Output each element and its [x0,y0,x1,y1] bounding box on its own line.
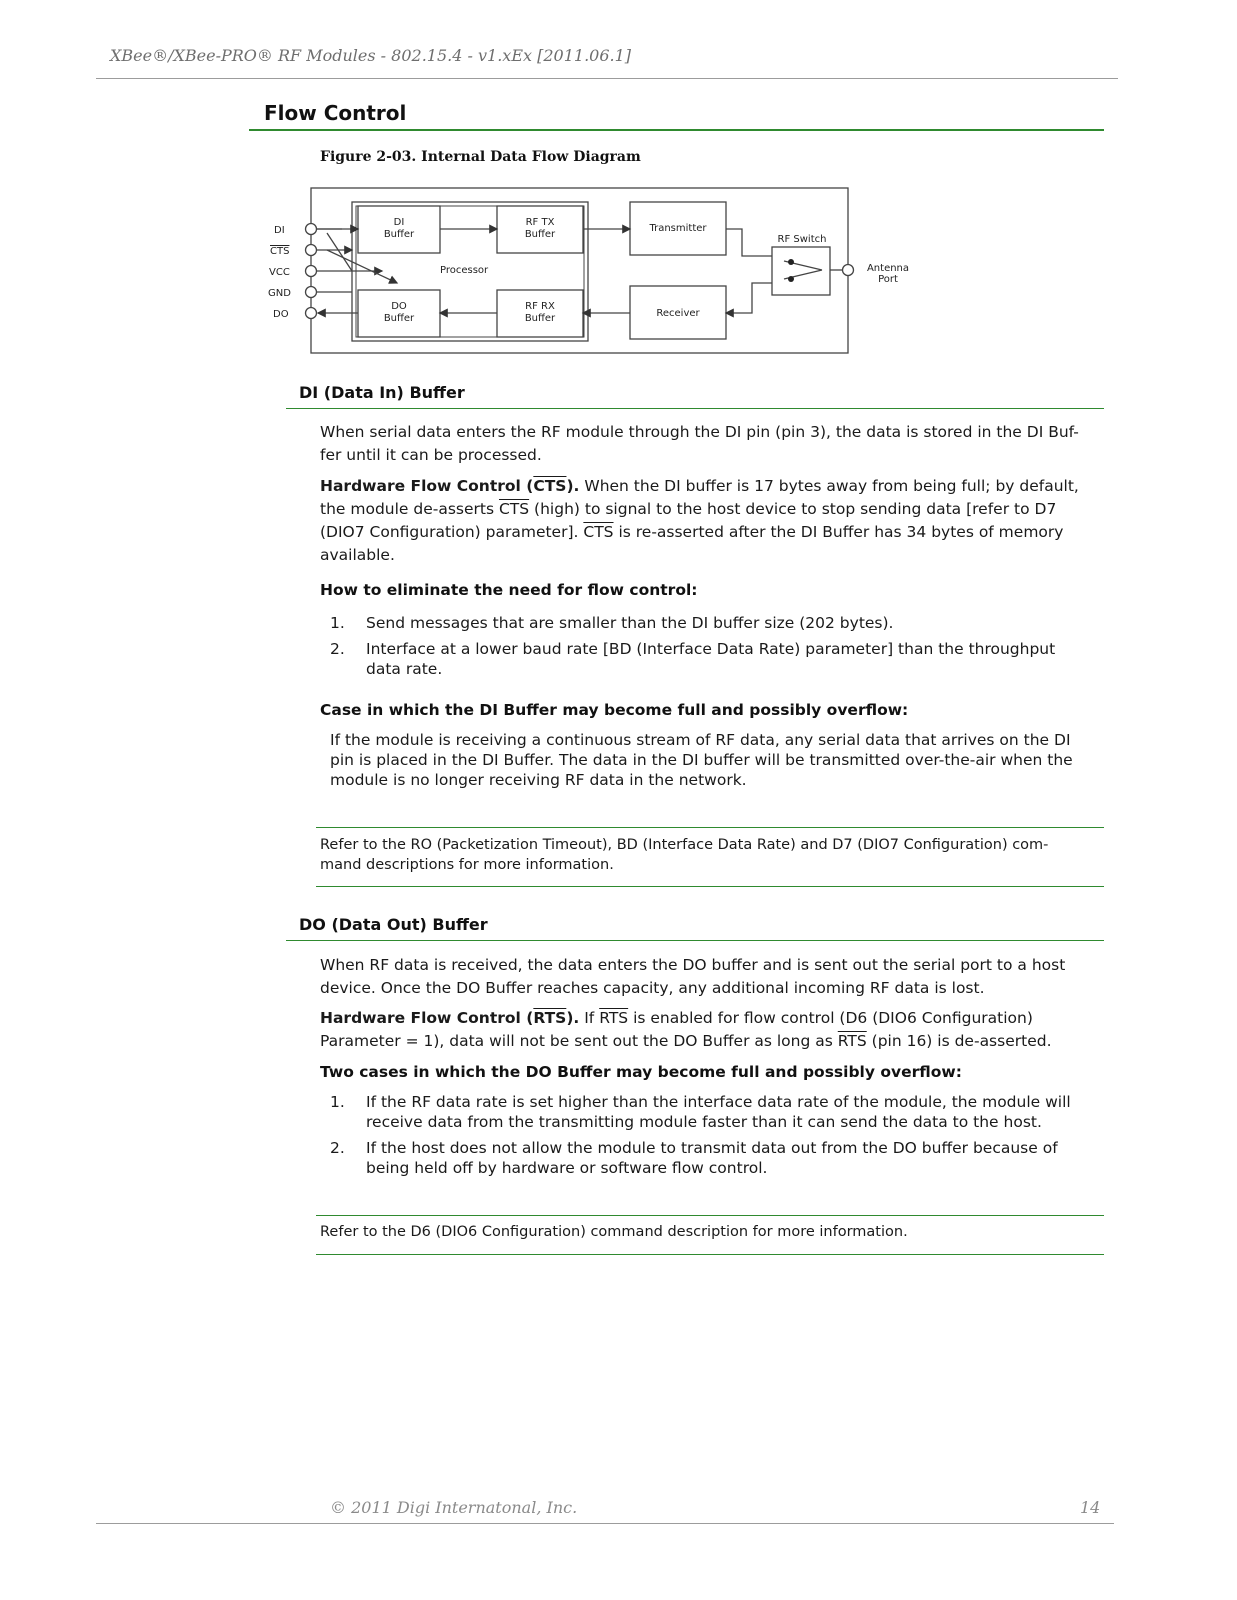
page-number: 14 [1080,1498,1101,1517]
pin-label-do: DO [273,309,289,320]
pin-gnd-circle [306,287,317,298]
di-hfc-line-1: When the DI buffer is 17 bytes away from being full; by default, [579,477,1079,495]
running-header: XBee®/XBee-PRO® RF Modules - 802.15.4 - v1.xEx [2011.06.1] [110,46,632,65]
antenna-label-1: Antenna [866,263,910,274]
list-item [330,639,1100,681]
do-intro-line-1: When RF data is received, the data enters the DO buffer and is sent out the serial port to a host [320,956,1066,974]
pin-di-circle [306,224,317,235]
di-case-line-2: pin is placed in the DI Buffer. The data in the DI buffer will be transmitted over-the-air when the [330,751,1073,769]
list-item [330,1092,1100,1134]
do-hfc-paragraph [320,1007,1120,1053]
di-buffer-label-1: DI [393,217,405,228]
list-item-line-1: Interface at a lower baud rate [BD (Interface Data Rate) parameter] than the throughput [366,640,1056,658]
di-title-rule [286,408,1104,409]
pin-label-cts: CTS [270,246,290,257]
antenna-port-circle [843,265,854,276]
di-note [320,835,1100,875]
data-flow-diagram [262,183,922,359]
do-hfc-line-2-signal: $\overline{RTS}$ [837,1032,867,1050]
pin-label-vcc: VCC [269,267,290,278]
rf-switch-box [772,247,830,295]
do-hfc-line-1-a: If [579,1009,600,1027]
pin-vcc-circle [306,266,317,277]
di-hfc-line-3-signal: $\overline{CTS}$ [583,523,614,541]
list-item [330,1138,1100,1180]
do-hfc-label-b: ). [566,1009,580,1027]
do-buffer-label-1: DO [391,301,407,312]
section-rule [249,129,1104,131]
di-hfc-label-a: Hardware Flow Control ( [320,477,534,495]
list-item-line-2: data rate. [366,660,443,678]
do-hfc-line-2-a: Parameter = 1), data will not be sent out the DO Buffer as long as [320,1032,838,1050]
footer-rule [96,1523,1114,1524]
rfrx-buffer-label-2: Buffer [524,313,556,324]
di-intro-line-1: When serial data enters the RF module through the DI pin (pin 3), the data is stored in the DI Buf- [320,423,1079,441]
list-item-number: 2. [330,1139,345,1157]
rftx-buffer-label-1: RF TX [525,217,555,228]
do-hfc-label-signal: $\overline{RTS}$ [533,1009,567,1027]
pin-label-di: DI [274,225,285,236]
module-outline [311,188,848,353]
di-note-bottom-rule [316,886,1104,887]
do-title-rule [286,940,1104,941]
processor-label: Processor [440,265,489,276]
di-buffer-title: DI (Data In) Buffer [299,383,465,402]
di-note-top-rule [316,827,1104,828]
footer-copyright: © 2011 Digi Internatonal, Inc. [330,1498,578,1517]
di-buffer-label-2: Buffer [383,229,415,240]
di-hfc-line-3-b: is re-asserted after the DI Buffer has 34 bytes of memory [613,523,1064,541]
di-note-line-2: mand descriptions for more information. [320,857,614,873]
di-hfc-paragraph [320,475,1120,567]
do-buffer-title: DO (Data Out) Buffer [299,915,488,934]
list-item-number: 1. [330,614,345,632]
rf-switch-label: RF Switch [777,234,827,245]
do-buffer-label-2: Buffer [383,313,415,324]
di-hfc-line-2-b: (high) to signal to the host device to stop sending data [refer to D7 [529,500,1057,518]
di-intro [320,421,1110,467]
di-intro-line-2: fer until it can be processed. [320,446,542,464]
list-item [330,613,1100,635]
list-item-line-1: If the host does not allow the module to transmit data out from the DO buffer because of [366,1139,1058,1157]
do-note-bottom-rule [316,1254,1104,1255]
transmitter-label: Transmitter [649,223,707,234]
di-case-title: Case in which the DI Buffer may become full and possibly overflow: [320,701,909,719]
do-cases-title: Two cases in which the DO Buffer may become full and possibly overflow: [320,1063,962,1081]
pin-do-circle [306,308,317,319]
di-case-paragraph [330,730,1110,790]
di-case-line-3: module is no longer receiving RF data in the network. [330,771,747,789]
list-item-line-2: being held off by hardware or software flow control. [366,1159,768,1177]
do-hfc-label-a: Hardware Flow Control ( [320,1009,534,1027]
do-hfc-line-1-signal: $\overline{RTS}$ [599,1009,629,1027]
do-intro [320,954,1110,1000]
di-hfc-line-3-a: (DIO7 Configuration) parameter]. [320,523,584,541]
do-note-line-1: Refer to the D6 (DIO6 Configuration) command description for more information. [320,1224,908,1240]
di-hfc-label-signal: $\overline{CTS}$ [533,477,567,495]
pin-label-gnd: GND [268,288,291,299]
di-hfc-line-4: available. [320,546,395,564]
do-note [320,1222,1100,1242]
do-intro-line-2: device. Once the DO Buffer reaches capacity, any additional incoming RF data is lost. [320,979,985,997]
receiver-label: Receiver [656,308,700,319]
header-rule [96,78,1118,79]
section-title: Flow Control [264,101,407,125]
di-hfc-line-2-a: the module de-asserts [320,500,499,518]
di-hfc-line-2-signal: $\overline{CTS}$ [498,500,530,518]
di-case-line-1: If the module is receiving a continuous stream of RF data, any serial data that arrives on the DI [330,731,1071,749]
eliminate-title: How to eliminate the need for flow control: [320,581,698,599]
do-note-top-rule [316,1215,1104,1216]
di-note-line-1: Refer to the RO (Packetization Timeout), BD (Interface Data Rate) and D7 (DIO7 Configuration) com- [320,837,1049,853]
rftx-buffer-label-2: Buffer [524,229,556,240]
pin-cts-circle [306,245,317,256]
list-item-line-2: receive data from the transmitting module faster than it can send the data to the host. [366,1113,1042,1131]
rfrx-buffer-label-1: RF RX [525,301,555,312]
list-item-number: 1. [330,1093,345,1111]
di-hfc-label-b: ). [566,477,580,495]
figure-caption: Figure 2-03. Internal Data Flow Diagram [320,149,641,165]
do-hfc-line-1-b: is enabled for flow control (D6 (DIO6 Configuration) [628,1009,1033,1027]
do-hfc-line-2-b: (pin 16) is de-asserted. [866,1032,1052,1050]
list-item-line-1: Send messages that are smaller than the DI buffer size (202 bytes). [366,614,894,632]
list-item-line-1: If the RF data rate is set higher than the interface data rate of the module, the module will [366,1093,1071,1111]
antenna-label-2: Port [878,274,898,285]
list-item-number: 2. [330,640,345,658]
